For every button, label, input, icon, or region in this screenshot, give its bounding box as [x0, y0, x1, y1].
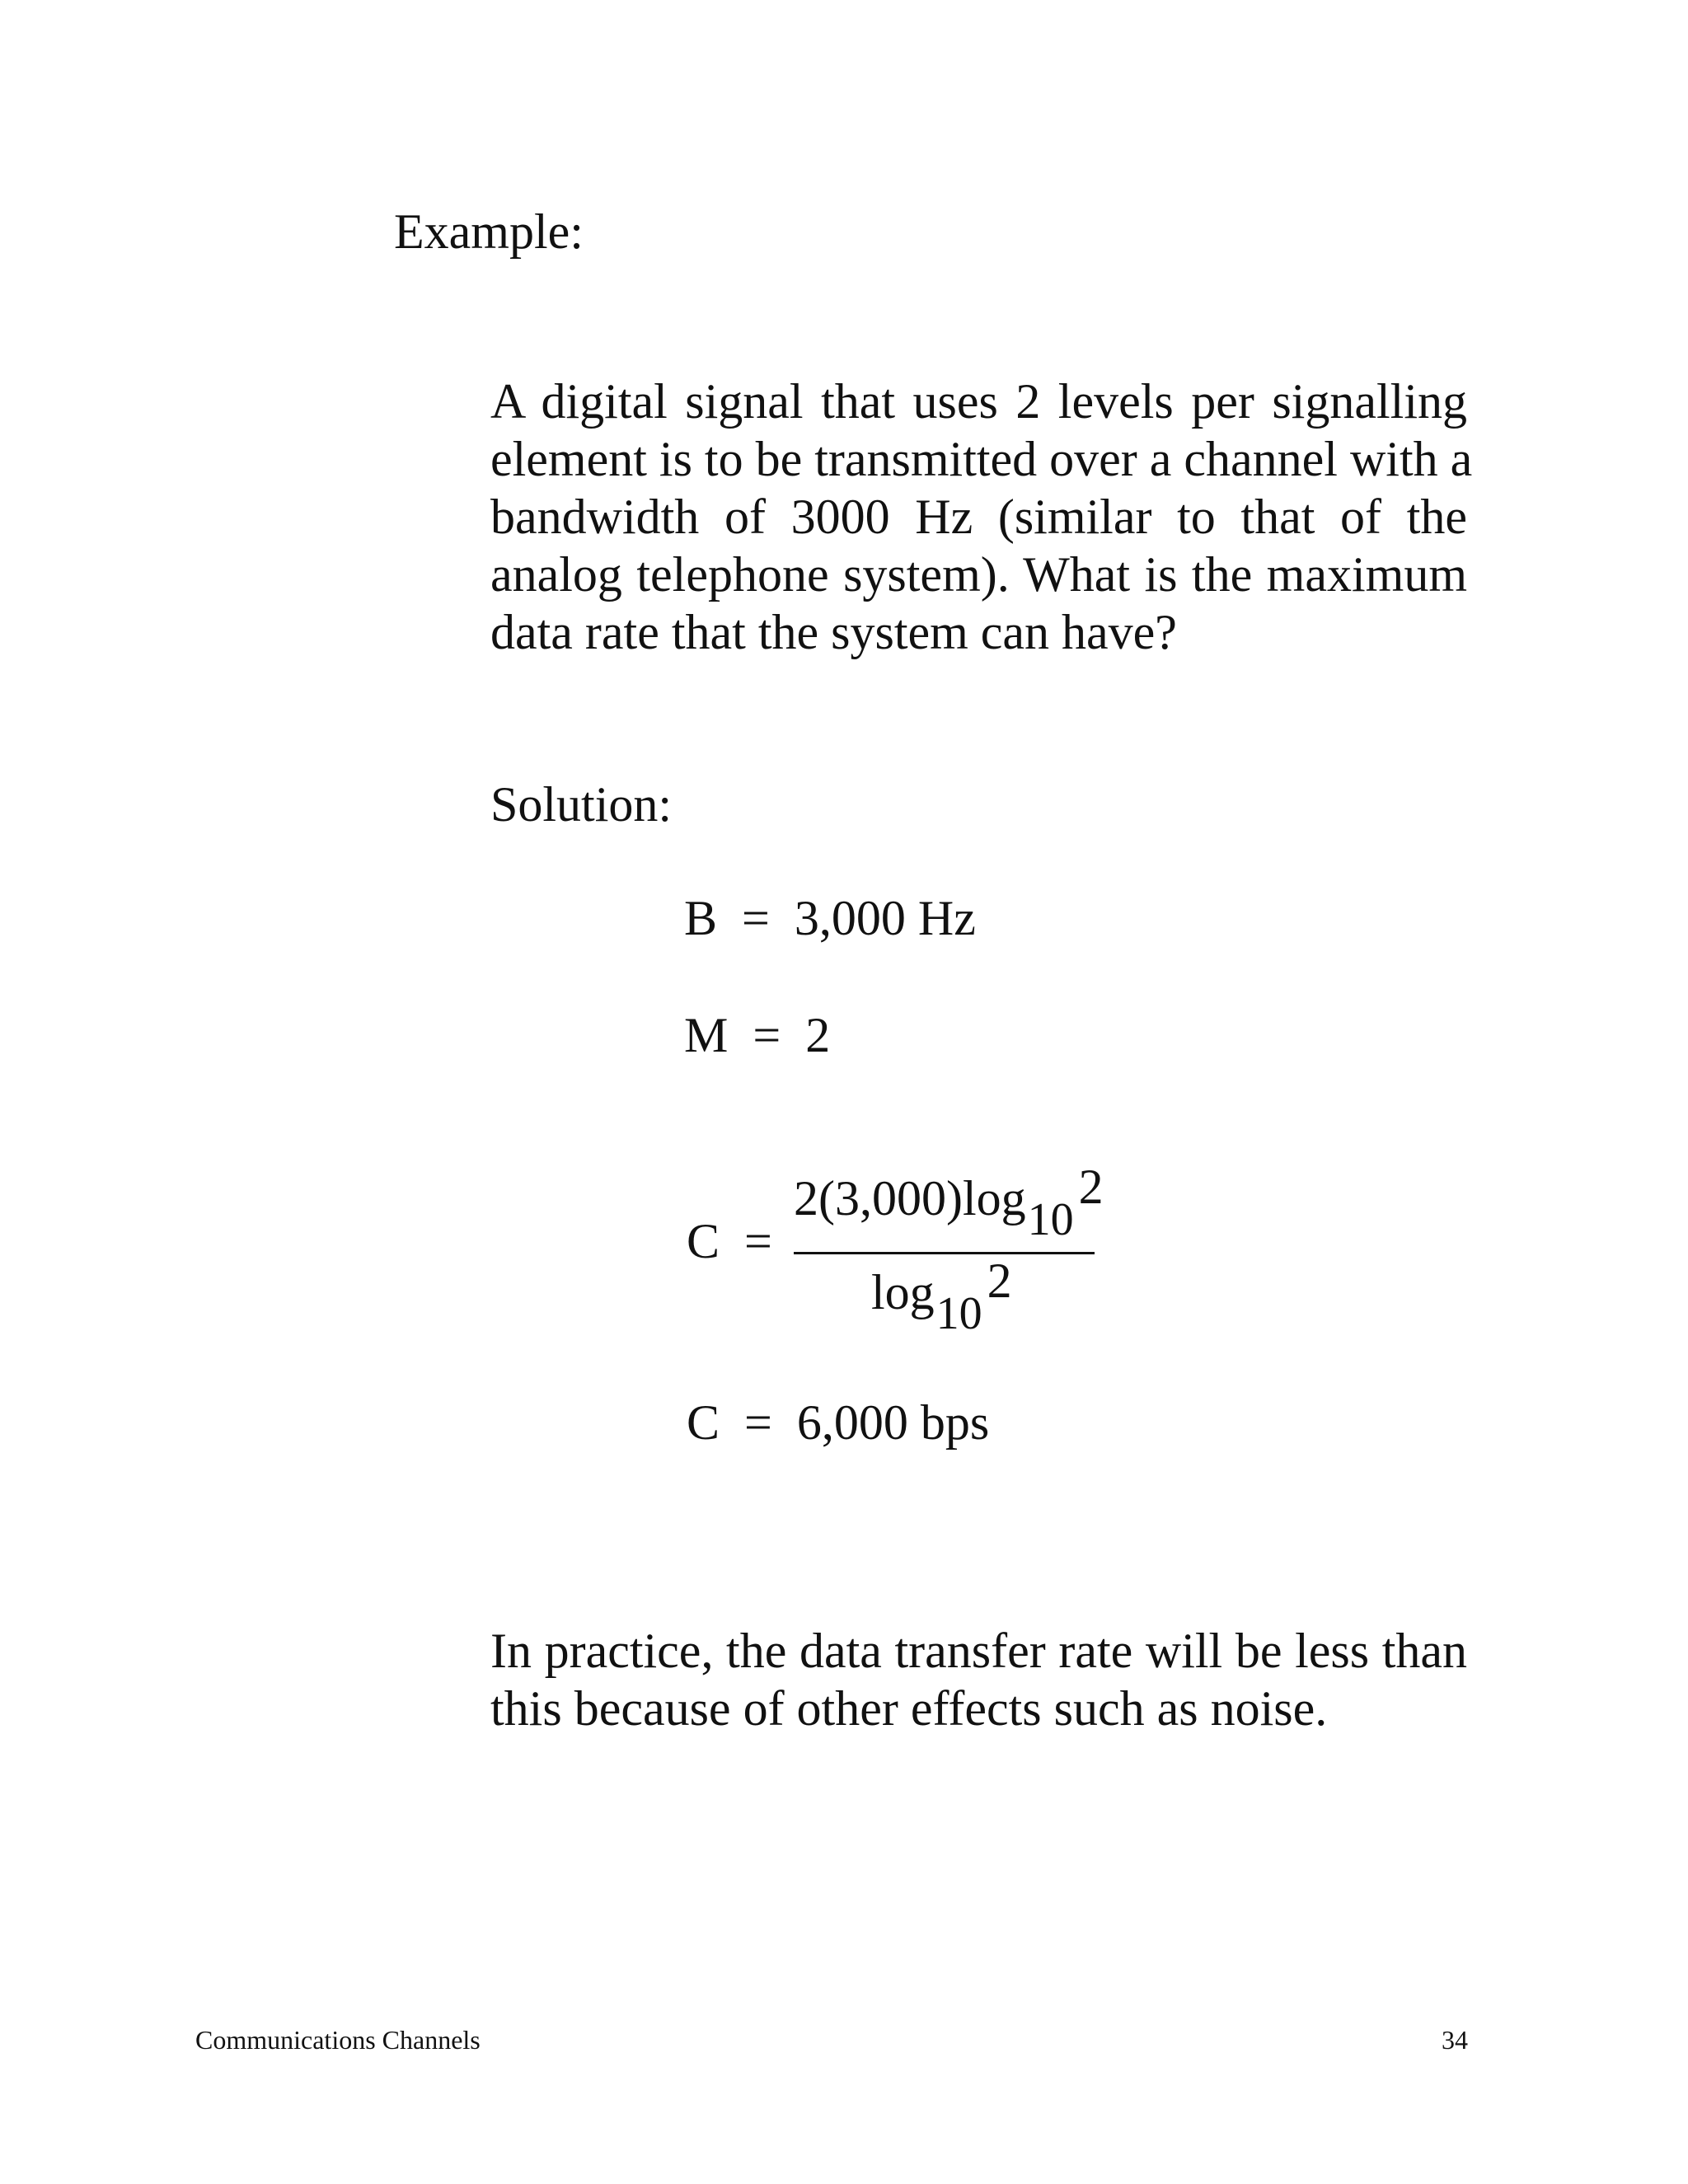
capacity-formula-denominator	[871, 1254, 1012, 1339]
problem-line: analog telephone system). What is the maximum	[490, 547, 1467, 602]
numerator-log-arg: 2	[1078, 1160, 1104, 1214]
problem-line: data rate that the system can have?	[490, 605, 1177, 659]
numerator-main: 2(3,000)log	[794, 1171, 1026, 1226]
note-line: this because of other effects such as noise.	[490, 1681, 1328, 1736]
problem-statement	[490, 373, 1473, 661]
bandwidth-equation: B = 3,000 Hz	[684, 891, 976, 945]
denominator-log-base: 10	[935, 1288, 982, 1339]
problem-line: element is to be transmitted over a channel with a	[490, 432, 1473, 486]
fraction-bar	[794, 1252, 1095, 1254]
note-line: In practice, the data transfer rate will be less than	[490, 1624, 1467, 1678]
page-number: 34	[1442, 2025, 1468, 2055]
levels-equation: M = 2	[684, 1008, 831, 1062]
capacity-formula-lhs: C =	[687, 1214, 772, 1268]
footer-title: Communications Channels	[195, 2025, 481, 2055]
problem-line: bandwidth of 3000 Hz (similar to that of the	[490, 490, 1467, 544]
practice-note	[490, 1622, 1467, 1737]
denominator-log-arg: 2	[987, 1254, 1012, 1308]
capacity-result: C = 6,000 bps	[687, 1395, 990, 1450]
numerator-log-base: 10	[1027, 1194, 1074, 1245]
problem-line: A digital signal that uses 2 levels per signalling	[490, 374, 1467, 429]
example-heading: Example:	[394, 204, 584, 259]
capacity-formula-numerator	[794, 1160, 1104, 1245]
denominator-main: log	[871, 1265, 935, 1319]
solution-heading: Solution:	[490, 777, 673, 832]
